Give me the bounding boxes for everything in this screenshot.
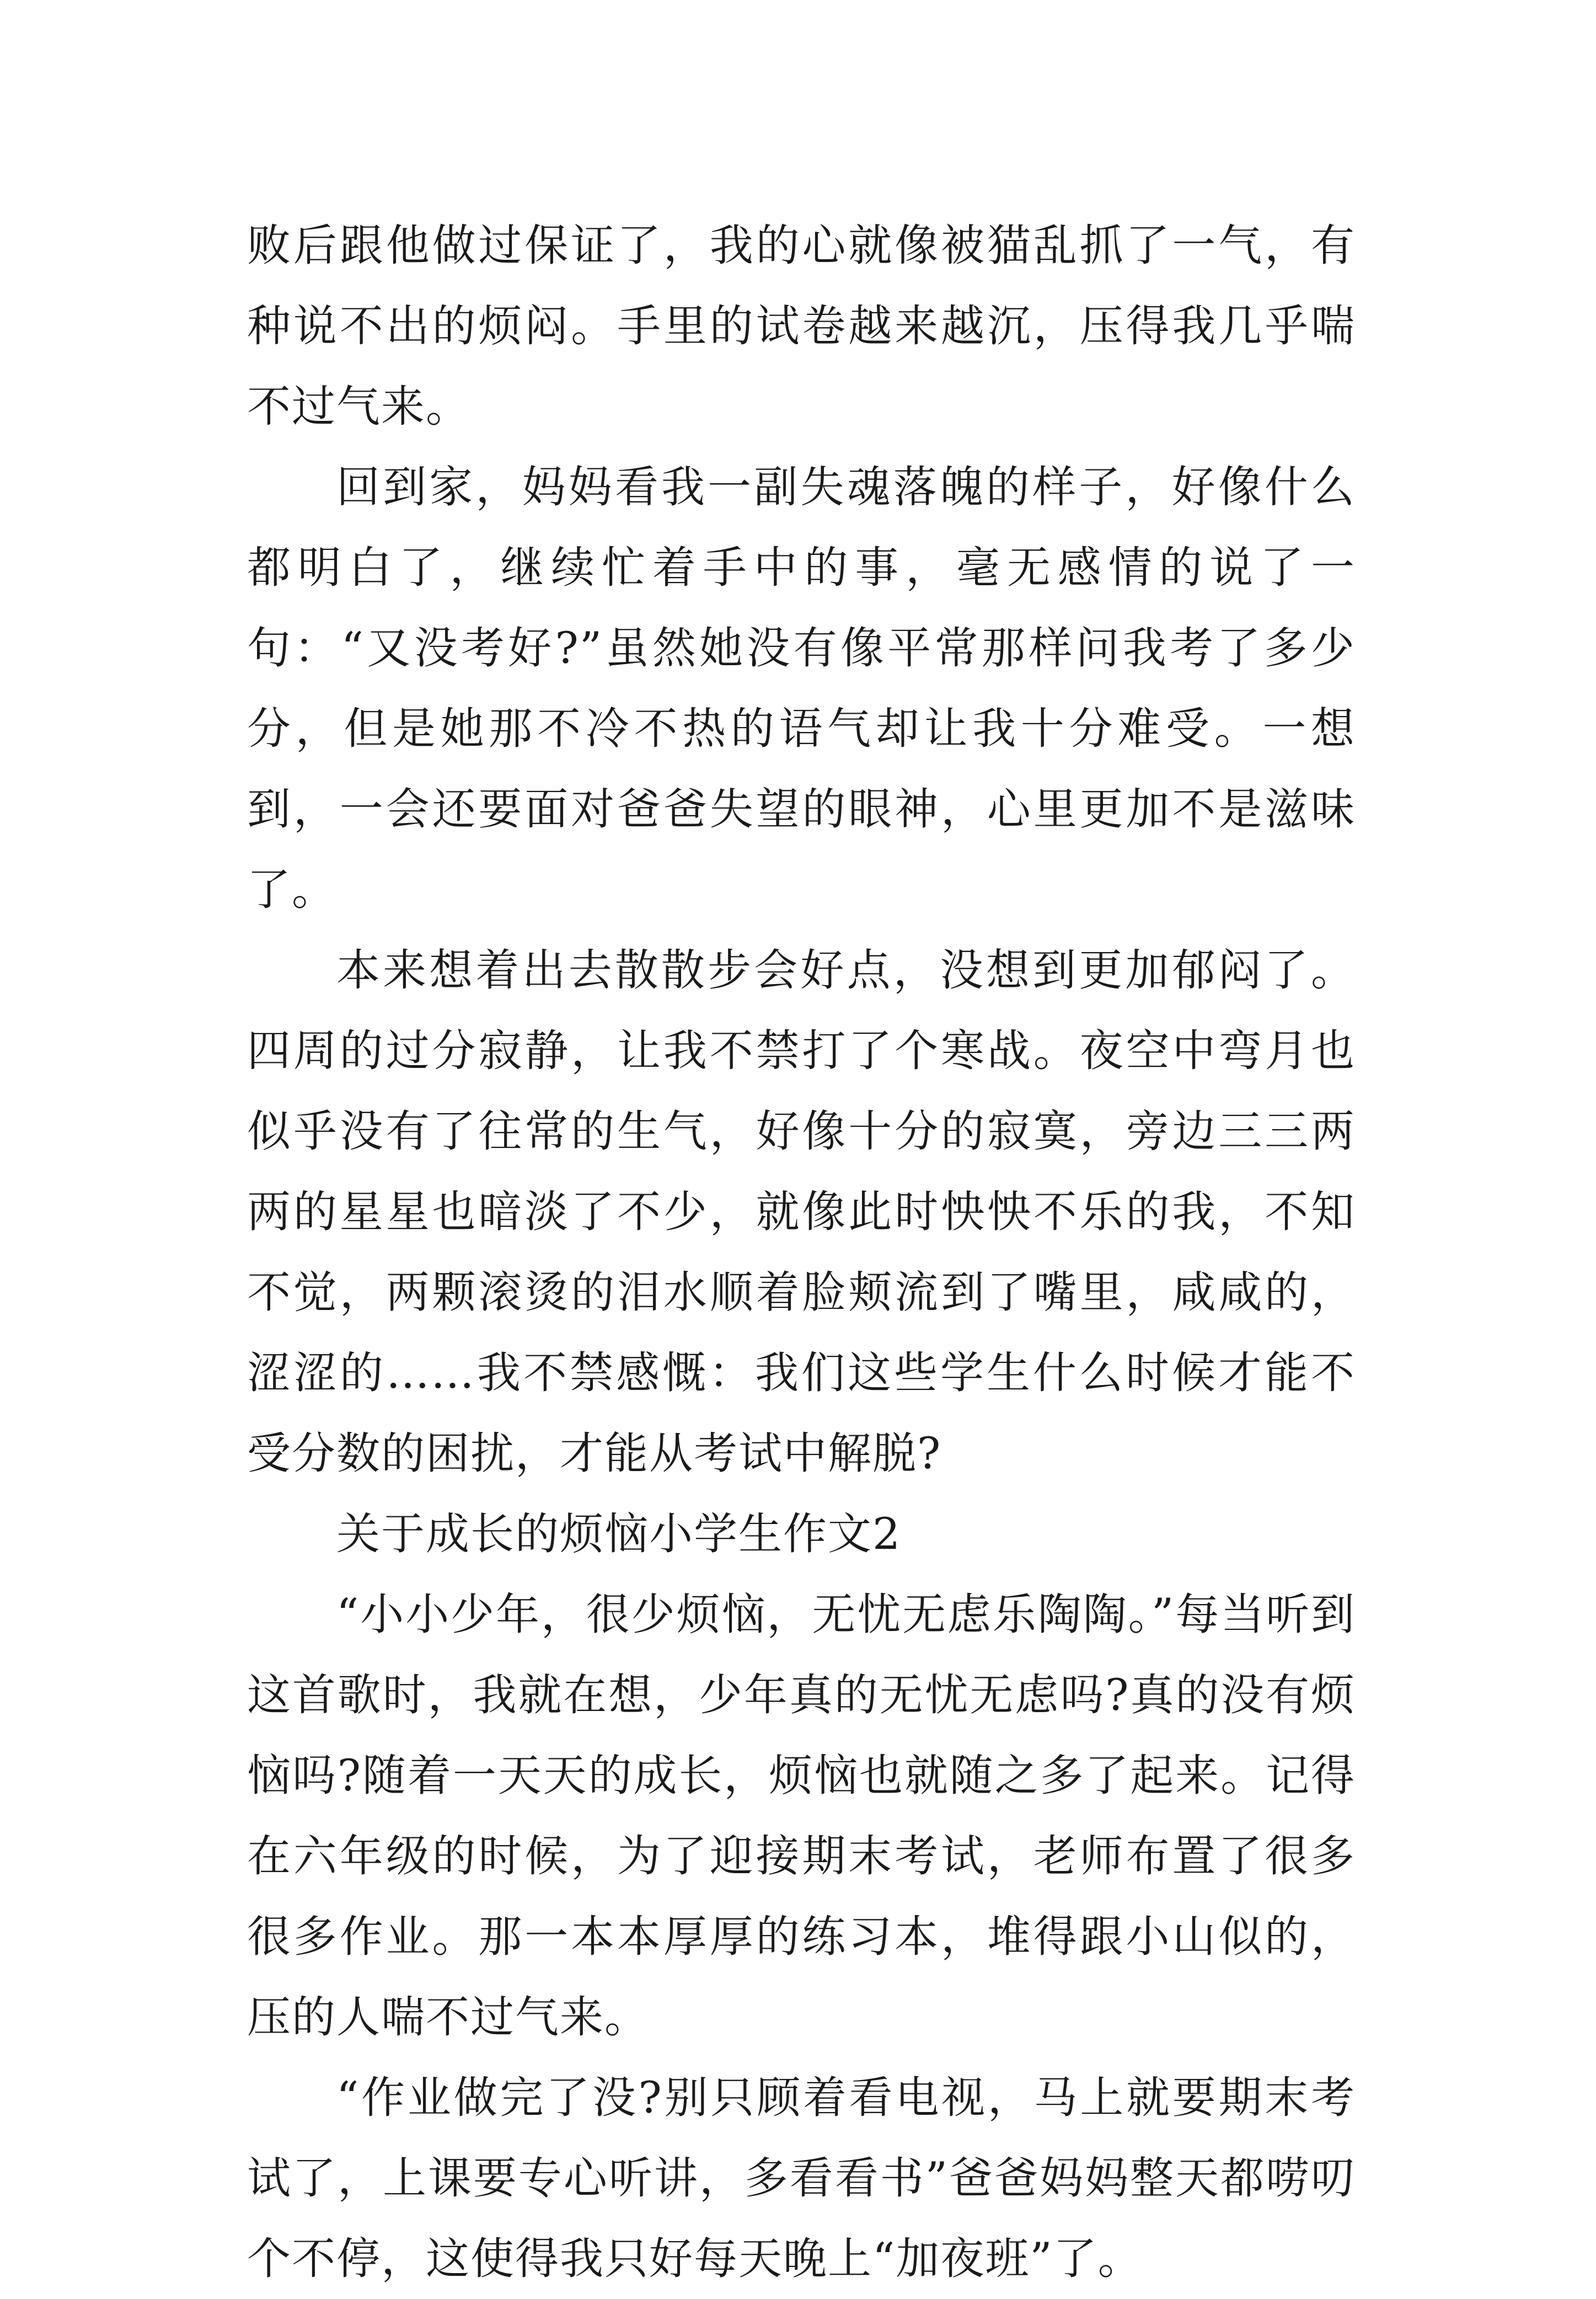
document-body	[247, 205, 1356, 2299]
paragraph-coming-home: 回到家，妈妈看我一副失魂落魄的样子，好像什么都明白了，继续忙着手中的事，毫无感情的说了一句：“又没考好?”虽然她没有像平常那样问我考了多少分，但是她那不冷不热的语气却让我十分难受。一想到，一会还要面对爸爸失望的眼神，心里更加不是滋味了。	[247, 462, 1356, 915]
paragraph-song: “小小少年，很少烦恼，无忧无虑乐陶陶。”每当听到这首歌时，我就在想，少年真的无忧无虑吗?真的没有烦恼吗?随着一天天的成长，烦恼也就随之多了起来。记得在六年级的时候，为了迎接期末考试，老师布置了很多很多作业。那一本本厚厚的练习本，堆得跟小山似的，压的人喘不过气来。	[247, 1589, 1356, 2043]
paragraph-continuation: 败后跟他做过保证了，我的心就像被猫乱抓了一气，有种说不出的烦闷。手里的试卷越来越沉，压得我几乎喘不过气来。	[247, 220, 1356, 432]
paragraph-night-walk: 本来想着出去散散步会好点，没想到更加郁闷了。四周的过分寂静，让我不禁打了个寒战。夜空中弯月也似乎没有了往常的生气，好像十分的寂寞，旁边三三两两的星星也暗淡了不少，就像此时怏怏不乐的我，不知不觉，两颗滚烫的泪水顺着脸颊流到了嘴里，咸咸的，涩涩的……我不禁感慨：我们这些学生什么时候才能不受分数的困扰，才能从考试中解脱?	[247, 945, 1356, 1479]
section-title: 关于成长的烦恼小学生作文2	[336, 1509, 902, 1559]
paragraph-homework: “作业做完了没?别只顾着看电视，马上就要期末考试了，上课要专心听讲，多看看书”爸爸妈妈整天都唠叨个不停，这使得我只好每天晚上“加夜班”了。	[247, 2072, 1356, 2284]
